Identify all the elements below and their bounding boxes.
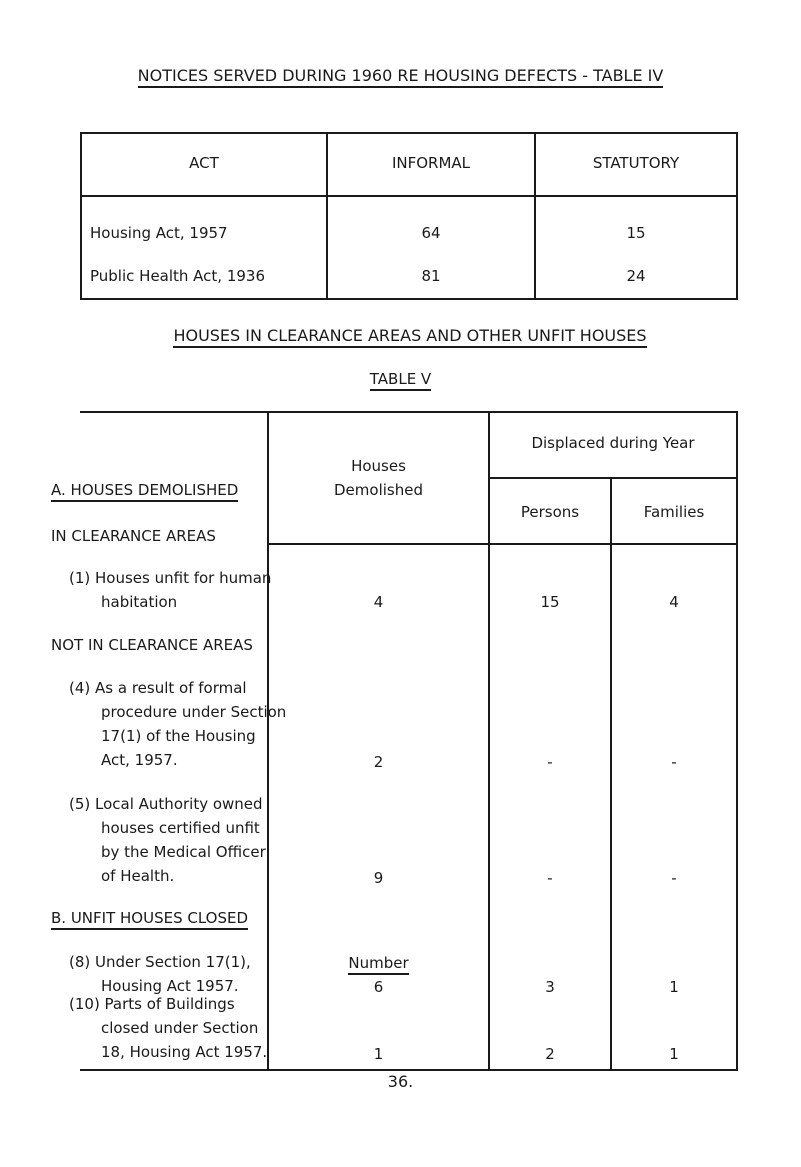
families-header: Families: [643, 503, 705, 521]
row4-houses: 2: [373, 753, 384, 771]
row10-houses: 1: [373, 1045, 384, 1063]
row8-houses: 6: [373, 978, 384, 996]
section-a-sub: IN CLEARANCE AREAS: [51, 527, 216, 545]
table-v-heading: HOUSES IN CLEARANCE AREAS AND OTHER UNFIT HOUSES: [0, 326, 801, 345]
displaced-subheader-rule: [488, 477, 736, 479]
row5-houses: 9: [373, 869, 384, 887]
row4-families: -: [671, 753, 677, 771]
row1-families: 4: [669, 593, 679, 611]
header-statutory: STATUTORY: [592, 154, 680, 172]
row8-persons: 3: [545, 978, 555, 996]
table-v-subheading: TABLE V: [0, 370, 801, 388]
row4-persons: -: [547, 753, 553, 771]
row8-label-line1: (8) Under Section 17(1),: [69, 953, 251, 971]
row1-label-line2: habitation: [101, 593, 178, 611]
section-b-title: B. UNFIT HOUSES CLOSED: [51, 907, 248, 929]
header-act: ACT: [189, 154, 219, 172]
row5-label-line3: by the Medical Officer: [101, 843, 266, 861]
row4-label-line2: procedure under Section: [101, 703, 287, 721]
table-v: [51, 411, 738, 1071]
row10-label-line2: closed under Section: [101, 1019, 259, 1037]
row1-persons: 15: [540, 593, 560, 611]
page-number: 36.: [387, 1072, 414, 1091]
row-statutory: 15: [626, 224, 646, 242]
table-iv: [80, 132, 738, 300]
row4-label-line1: (4) As a result of formal: [69, 679, 247, 697]
section-a-title: A. HOUSES DEMOLISHED: [51, 479, 238, 501]
displaced-header: Displaced during Year: [531, 434, 695, 452]
row8-families: 1: [669, 978, 679, 996]
number-label: Number: [269, 954, 488, 972]
row4-label-line4: Act, 1957.: [101, 751, 178, 769]
row-act: Public Health Act, 1936: [90, 267, 266, 285]
persons-header: Persons: [520, 503, 580, 521]
row5-label-line1: (5) Local Authority owned: [69, 795, 263, 813]
row5-label-line2: houses certified unfit: [101, 819, 260, 837]
header-informal: INFORMAL: [391, 154, 471, 172]
table-iv-title: NOTICES SERVED DURING 1960 RE HOUSING DEFECTS - TABLE IV: [0, 66, 801, 85]
row10-label-line3: 18, Housing Act 1957.: [101, 1043, 268, 1061]
row-informal: 81: [421, 267, 441, 285]
row-act: Housing Act, 1957: [90, 224, 228, 242]
row5-persons: -: [547, 869, 553, 887]
row-informal: 64: [421, 224, 441, 242]
row-statutory: 24: [626, 267, 646, 285]
not-in-clearance-heading: NOT IN CLEARANCE AREAS: [51, 636, 253, 654]
row5-families: -: [671, 869, 677, 887]
row10-persons: 2: [545, 1045, 555, 1063]
houses-header-line1: Houses: [351, 457, 406, 475]
row8-label-line2: Housing Act 1957.: [101, 977, 239, 995]
row10-families: 1: [669, 1045, 679, 1063]
table-iv-header-rule: [82, 195, 736, 197]
row1-houses: 4: [373, 593, 384, 611]
row5-label-line4: of Health.: [101, 867, 175, 885]
houses-header-line2: Demolished: [334, 481, 423, 499]
row10-label-line1: (10) Parts of Buildings: [69, 995, 235, 1013]
row1-label-line1: (1) Houses unfit for human: [69, 569, 272, 587]
header-rule: [267, 543, 736, 545]
row4-label-line3: 17(1) of the Housing: [101, 727, 256, 745]
